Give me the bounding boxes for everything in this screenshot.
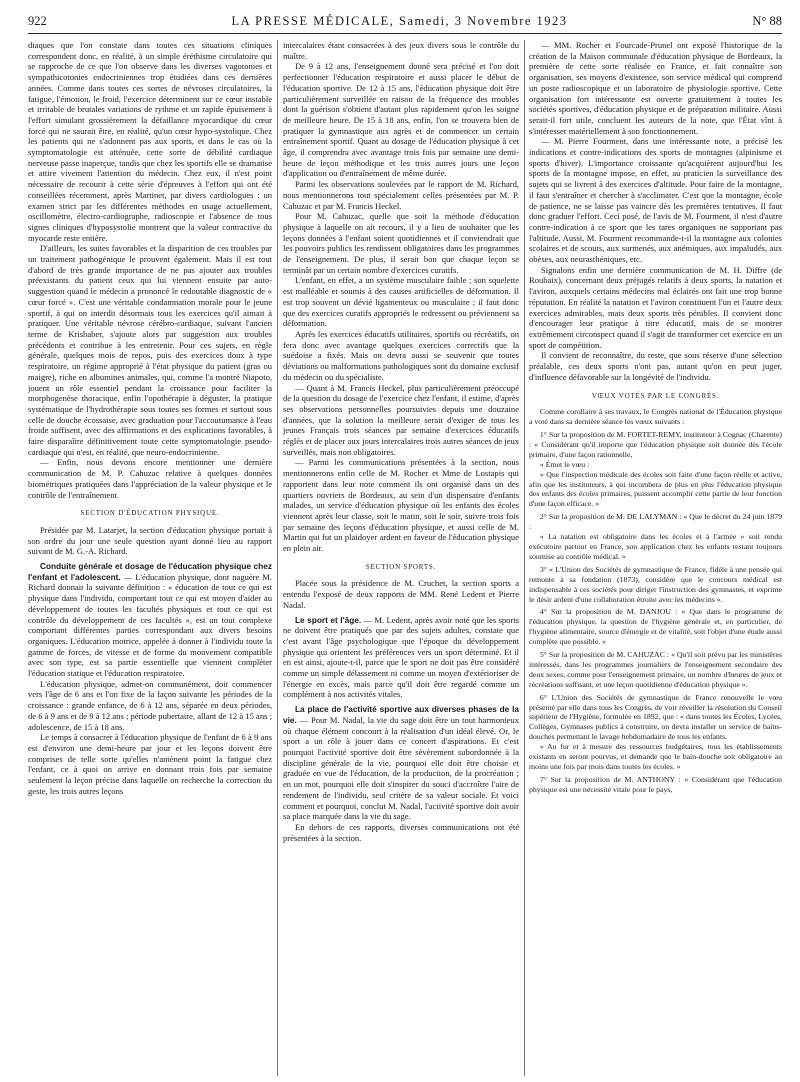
paragraph: [28, 561, 272, 679]
header-rule: [28, 33, 782, 34]
paragraph: — Parmi les communications présentées à la section, nous mentionnerons enfin celle de M. Rocher et Mme de Lostapis qui rapportent dans leur note comment ils ont organisé dans un des quartiers ouvriers de Bordeaux, au sein d'un dispensaire d'enfants malades, un service d'éducation physique où les enfants des écoles viennent après leur classe, soit le matin, soit le soir, suivre trois fois par semaine des leçons d'éducation physique, et aussi celle de M. Martin qui fut un plaidoyer ardent en faveur de l'éducation physique en plein air.: [283, 457, 519, 554]
resolution-item: 5° Sur la proposition de M. CAHUZAC : « Qu'il soit prévu par les ministères intéressés, dans les programmes journaliers de l'enseignement secondaire des deux sexes, comme pour l'enseignement primaire, un nombre d'heures de jeux et récréations suffisant, et une leçon quotidienne d'éducation physique ».: [529, 650, 782, 689]
running-header: [28, 14, 782, 30]
resolutions-list: [529, 407, 782, 795]
resolution-item: 4° Sur la proposition de M. DANJOU : « Que dans le programme de l'éducation physique, la question de l'hygiène générale et, en particulier, de l'hygiène alimentaire, source d'énergie et de vitalité, soit l'objet d'une étude aussi complète que possible. »: [529, 607, 782, 647]
paragraph-body: — M. Ledent, après avoir noté que les sports ne doivent être pratiqués que par des sujets adultes, constate que c'est avant l'âge psychologique que l'époque du développement physique qui orientent les préférences vers un sport déterminé. Et il en est ainsi, ajoute-t-il, parce que le sport ne doit pas être considéré comme un simple délassement ni comme un moyen d'extérioriser de l'énergie en excès, mais parce qu'il doit être regardé comme un complément à nos activités vitales.: [283, 614, 519, 700]
paragraph: Signalons enfin une dernière communication de M. H. Diffre (de Roubaix), concernant deux préjugés relatifs à deux sports, la natation et l'aviron, auxquels certains médecins mal éclairés ont fait une trop bonne réputation. En réalité la natation et l'aviron constituent l'un et l'autre deux exercices admirables, mais deux sports très pénibles. Il convient donc d'encourager leur pratique à titre éducatif, mais de se montrer extrêmement circonspect quand il s'agit de transformer cet exercice en un sport de compétition.: [529, 264, 782, 350]
resolution-item: « Émet le vœu :: [539, 459, 590, 469]
column-left: [28, 40, 272, 1076]
column-middle: [283, 40, 519, 1076]
issue-number: N° 88: [752, 14, 782, 28]
paragraph: D'ailleurs, les suites favorables et la disparition de ces troubles par un traitement pathogénique le prouvent également. Mais il est tout d'abord de très grande importance de ne pas ajouter aux troubles préexistants du patient ceux qui lui viennent ensuite par auto-suggestion quand le médecin a prononcé le redoutable diagnostic de « cœur forcé ». C'est une véritable condamnation morale pour le jeune sportif, à qui on interdit désormais tous les exercices qu'il aimait à pratiquer. Une véritable névrose cérébro-cardiaque, suivant l'ancien terme de Krishaber, s'ajoute alors par suggestion aux troubles précédents et contribue à les entretenir. Pour ces sujets, en règle générale, quelques mois de repos, puis des exercices doux à type respiratoire, un régime approprié à l'état physique du patient (gras ou maigre), riche en albumines animales, qui, comme l'a montré Niapoto, jouent un rôle essentiel pendant la croissance pour faciliter la morphogenèse thoracique, enfin l'opothérapie à déguster, la pratique systématique de l'hydrothérapie sous toutes ses formes et surtout sous celle de douche écossaise, avec graduation pour l'accoutumance à l'eau froide suffisent, avec des affirmations et des explications favorables, à faire disparaître définitivement toute cette symptomatologie pseudo-cardiaque qui n'est, en réalité, que neuro-endocrinienne.: [28, 243, 272, 457]
resolution-item: 7° Sur la proposition de M. ANTHONY : « Considérant que l'éducation physique est une nécessité vitale pour le pays,: [529, 774, 782, 794]
paragraph-body: — L'éducation physique, dont naguère M. Richard donnait la suivante définition : « éducation de tout ce qui est physique dans l'individu, comportant tout ce qui est moyen d'aider au développement de toutes les facultés physiques et tout ce qui est contrôle du développement de ces facultés », est un tout complexe comportant différentes parties correspondant aux divers besoins organiques. L'éducation motrice, appelée à donner à l'individu toute la gamme de forces, de vitesse et de forme du mouvement compatible avec son type, est sa partie essentielle que viennent compléter l'éducation statique et l'éducation respiratoire.: [28, 571, 272, 679]
section-title: SECTION D'ÉDUCATION PHYSIQUE.: [80, 509, 220, 518]
paragraph: Parmi les observations soulevées par le rapport de M. Richard, nous mentionnerons tout spécialement celles présentées par M. P. Cahuzac et par M. Francis Heckel.: [283, 179, 519, 211]
paragraph: Comme corollaire à ses travaux, le Congrès national de l'Éducation physique a voté dans sa dernière séance les vœux suivants :: [529, 407, 782, 427]
column-right: [529, 40, 782, 1076]
paragraph: diaques que l'on constate dans toutes ces situations cliniques correspondent donc, en réalité, à un simple éréthisme circulatoire qui se rapproche de ce que l'on observe dans les diverses vagotonies et sympathicotonies endocriniennes trop étudiées dans ces dernières années. Comme dans toutes ces sortes de névroses circulatoires, la fatigue, l'émotion, le froid, l'exercice déterminent sur ce cœur instable et irritable de brutales variations de rythme et un rapide épuisement à l'effort simulant grossièrement la défaillance myocardique du cœur forcé qui ne saurait être, en réalité, qu'un cœur hypo-systolique. Chez les patients qui ne s'adonnent pas aux sports, et dans le cas où la symptomatologie est atténuée, cette sorte de débilité cardiaque nerveuse passe inaperçue, tandis que chez les sportifs elle se dramatise et attire vivement l'attention du médecin. Chez eux, il n'est point nécessaire de recourir à cette série d'épreuves à l'effort qui ont été conseillées récemment, après Martinet, par divers cardiologues : un examen strict par les différentes méthodes en usage actuellement, oscillomètre, électro-cardiographe, radioscopie et l'absence de tous signes cliniques d'hyposystolie montrent que la valeur contractive du myocarde reste entière.: [28, 40, 272, 243]
paragraph: En dehors de ces rapports, diverses communications ont été présentées à la section.: [283, 821, 519, 843]
paragraph: Il convient de reconnaître, du reste, que sous réserve d'une sélection préalable, ces deux sports n'ont pas, autant qu'on en peut juger, d'influence défavorable sur la longévité de l'individu.: [529, 350, 782, 382]
section-title: SECTION SPORTS.: [365, 562, 437, 571]
paragraph: [283, 704, 519, 822]
resolution-item: « Que l'inspection médicale des écoles soit faite d'une façon réelle et active, afin que les instituteurs, à qui incombera de plus en plus l'éducation physique des enfants des écoles primaires, puissent accomplir cette partie de leur fonction d'une façon efficace. »: [529, 469, 782, 509]
paragraph: De 9 à 12 ans, l'enseignement donné sera précisé et l'on doit perfectionner l'éducation respiratoire et aussi placer le début de l'éducation sportive. De 12 à 15 ans, l'éducation physique doit être particulièrement surveillée en raison de la fréquence des troubles dont la guérison s'obtient d'autant plus rapidement qu'on les soigne de meilleure heure. De 15 à 18 ans, enfin, l'on se trouvera bien de pratiquer la gymnastique aux agrès et de commencer un certain entraînement sportif. Quant au dosage de l'éducation physique à cet âge, il comprendra avec avantage trois fois par semaine une demi-heure de leçon méthodique et les trois autres jours une leçon d'application ou d'entraînement de même durée.: [283, 61, 519, 179]
resolution-item: 3° « L'Union des Sociétés de gymnastique de France, fidèle à une pensée qui remonte à sa fondation (1873), considère que le concours médical est indispensable à ces sociétés pour diriger l'instruction des gymnastes, et exprime le désir ardent d'une collaboration étroite avec les médecins ».: [529, 564, 782, 604]
resolution-item: « Au fur et à mesure des ressources budgétaires, tous les établissements existants en seront pourvus, et demande que le bain-douche soit obligatoire au moins une fois par mois dans toutes les écoles. »: [529, 742, 782, 772]
page-number: 922: [28, 14, 47, 28]
section-title: VŒUX VOTÉS PAR LE CONGRÈS.: [591, 391, 720, 400]
paragraph: L'enfant, en effet, a un système musculaire faible ; son squelette est malléable et soumis à des causes artificielles de déformation. Il est trop souvent un dévié ligamenteux ou musculaire ; il faut donc que des exercices curatifs appropriés le redressent ou préviennent sa déformation.: [283, 275, 519, 329]
paragraph: Après les exercices éducatifs utilitaires, sportifs ou récréatifs, on fera donc avec avantage quelques exercices correctifs que la suédoise a fixés. Mais on devra aussi se souvenir que toutes déviations ou malformations pathologiques sont du domaine exclusif du médecin ou du spécialiste.: [283, 328, 519, 382]
paragraph: — Enfin, nous devons encore mentionner une dernière communication de M. P. Cahuzac relative à quelques données biométriques pratiquées dans l'appréciation de la valeur physique et le contrôle de l'entraînement.: [28, 457, 272, 500]
resolution-item: 2° Sur la proposition de M. DE LALYMAN : « Que le décret du 24 juin 1879 :: [529, 512, 782, 532]
paragraph: — Quant à M. Francis Heckel, plus particulièrement préoccupé de la question du dosage de l'exercice chez l'enfant, il estime, d'après ses observations personnelles poursuivies depuis une douzaine d'années, que la solution la meilleure serait d'exiger de tous les jeunes Français trois séances par semaine d'exercices éducatifs réglés et de placer aux jours intercalaires trois autres séances de jeux surveillés, mais non obligatoires.: [283, 382, 519, 457]
journal-title: LA PRESSE MÉDICALE, Samedi, 3 Novembre 1923: [231, 14, 568, 28]
paragraph-body: — Pour M. Nadal, la vie du sage doit être un tout harmonieux où chaque élément concourt à la réalisation d'un idéal élevé. Or, le sport a un rôle à jouer dans ce concert d'aspirations. Et c'est pourquoi l'activité sportive doit être sévèrement subordonnée à la discipline générale de la vie, pourquoi elle doit être choisie et graduée en vue de l'éducation, de la production, de la procréation ; en un mot, pourquoi elle doit s'inspirer du souci d'accroître l'aire de rendement de l'individu, seul critère de sa valeur sociale. Et voici comment et pourquoi, conclut M. Nadal, l'activité sportive doit avoir sa place marquée dans la vie du sage.: [283, 714, 519, 822]
paragraph: [283, 615, 519, 701]
column-divider: [277, 40, 278, 1076]
paragraph-heading: Conduite générale et dosage de l'éducation physique chez l'enfant et l'adolescent.: [28, 561, 272, 582]
column-divider: [524, 40, 525, 1076]
paragraph: — M. Pierre Fourment, dans une intéressante note, a précisé les indications et contre-indications des sports de montagnes (alpinisme et sports d'hiver). L'importance croissante qu'acquièrent aujourd'hui les sports de la montagne impose, en effet, au praticien la surveillance des sujets qui se livrent à des exercices d'altitude. Pour faire de la montagne, il faut s'entraîner et chercher à s'acclimater. C'est que la montagne, école de patience, ne se laisse pas vaincre dès les premières tentatives. Il faut donc graduer l'effort. Ceci posé, de l'avis de M. Fourment, il n'est d'autre contre-indication à ce sport que les tares organiques ne supportant pas l'altitude. Aussi, M. Fourment recommande-t-il la montagne aux colonies scolaires et de scouts, aux surmenés, aux anémiques, aux impaludés, aux obèses, aux neurasthéniques, etc.: [529, 136, 782, 265]
paragraph: intercalaires étant consacrées à des jeux divers sous le contrôle du maître.: [283, 40, 519, 61]
paragraph: — MM. Rocher et Fourcade-Prunel ont exposé l'historique de la création de la Maison communale d'éducation physique de Bordeaux, la première de cette sorte réalisée en France, et fait connaître son organisation, ses moyens d'existence, son service médical qui comprend un poste radioscopique et un laboratoire de physiologie sportive. Cette organisation fort intéressante est ouverte gratuitement à toutes les sociétés sportives, d'éducation physique et de préparation militaire. Aussi serait-il fort utile, concluent les auteurs de la note, que l'État vînt à s'intéresser matériellement à son fonctionnement.: [529, 40, 782, 136]
paragraph: Placée sous la présidence de M. Cruchet, la section sports a entendu l'exposé de deux rapports de MM. René Ledent et Pierre Nadal.: [283, 578, 519, 610]
resolution-item: « La natation est obligatoire dans les écoles et à l'armée » soit rendu exécutoire partout en France, son application chez les enfants restant toujours soumise au contrôle médical. »: [529, 532, 782, 561]
paragraph-heading: Le sport et l'âge.: [294, 614, 362, 625]
paragraph: L'éducation physique, admet-on communément, doit commencer vers l'âge de 6 ans et l'on fixe de la façon suivante les périodes de la croissance : grande enfance, de 6 à 12 ans, séparée en deux périodes, de 6 à 9 ans et de 9 à 12 ans ; période pubertaire, allant de 12 à 15 ans ; adolescence, de 15 à 18 ans.: [28, 678, 272, 732]
resolution-item: 6° L'Union des Sociétés de gymnastique de France renouvelle le vœu présenté par elle dans tous les Congrès, de voir réveiller la résolution du Conseil supérieur de l'Hygiène, formulée en 1892, que : « dans toutes les Écoles, Lycées, Collèges, Gymnases publics à construire, on devra installer un service de bains-douches permettant le lavage hebdomadaire de tous les enfants.: [529, 692, 782, 742]
paragraph: Le temps à consacrer à l'éducation physique de l'enfant de 6 à 9 ans est d'environ une demi-heure par jour et les leçons doivent être comprises de telle sorte qu'elles n'amènent point la fatigue chez l'enfant, ce à quoi on arrive en donnant trois fois par semaine seulement la leçon précise dans laquelle on recherche la correction du geste, les trois autres leçons: [28, 732, 272, 796]
paragraph: Pour M. Cahuzac, quelle que soit la méthode d'éducation physique à laquelle on ait recours, il y a lieu de souhaiter que les leçons données à l'enfant soient quotidiennes et il conviendrait que les pouvoirs publics les rendissent obligatoires dans les programmes de l'enseignement. De plus, il serait bon que chaque leçon se terminât par un certain nombre d'exercices curatifs.: [283, 211, 519, 275]
paragraph-heading: La place de l'activité sportive aux diverses phases de la vie.: [283, 704, 519, 725]
paragraph: Présidée par M. Latarjet, la section d'éducation physique portait à son ordre du jour une seule question ayant donné lieu au rapport suivant de M. G.-A. Richard.: [28, 524, 272, 557]
resolution-item: 1° Sur la proposition de M. FORTET-REMY, instituteur à Cognac (Charente) : « Considérant qu'il importe que l'éducation physique soit donnée dès l'école primaire, d'une façon rationnelle,: [529, 430, 782, 459]
